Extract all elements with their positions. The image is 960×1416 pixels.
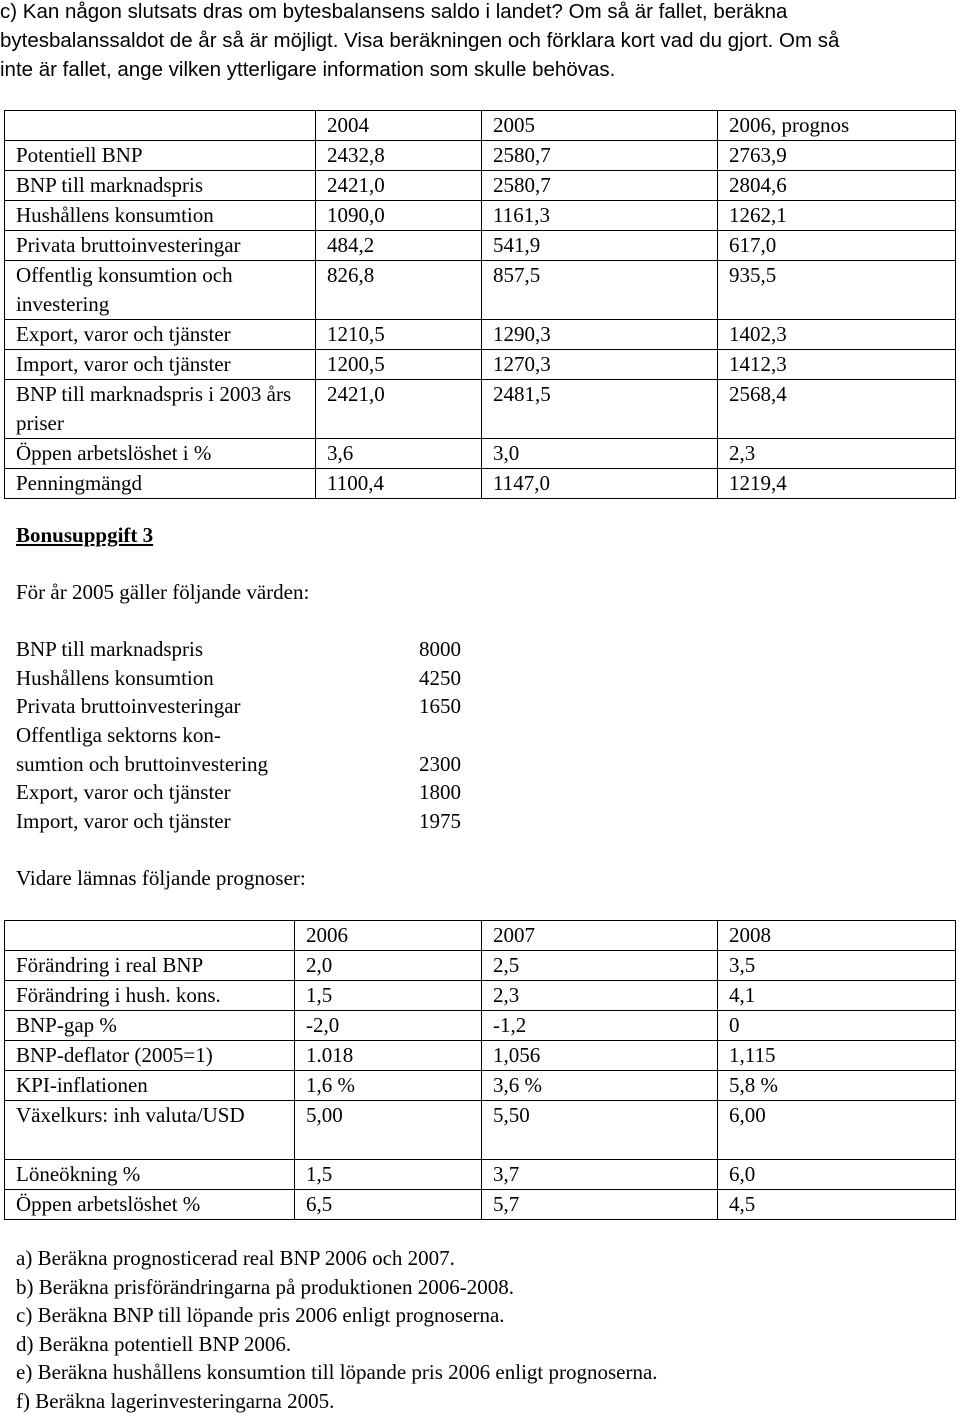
- table-cell: 5,50: [482, 1101, 718, 1160]
- list-item: a) Beräkna prognosticerad real BNP 2006 och 2007.: [16, 1246, 455, 1270]
- table-cell: 2,5: [482, 951, 718, 981]
- table-cell: 1200,5: [316, 350, 482, 380]
- table-cell: 2804,6: [718, 171, 956, 201]
- header-cell: 2008: [718, 921, 956, 951]
- list-item: d) Beräkna potentiell BNP 2006.: [16, 1331, 292, 1356]
- value-number: 4250: [419, 665, 461, 690]
- table-cell: 1402,3: [718, 320, 956, 350]
- table-cell: 1210,5: [316, 320, 482, 350]
- table-row: [5, 1189, 956, 1219]
- table-cell: 1,115: [718, 1041, 956, 1071]
- table-row: [5, 261, 956, 320]
- question-list: [16, 1244, 658, 1416]
- table-cell: 3,6: [316, 439, 482, 469]
- table-cell: 935,5: [718, 261, 956, 320]
- table-cell: 4,5: [718, 1189, 956, 1219]
- list-item: f) Beräkna lagerinvesteringarna 2005.: [16, 1388, 335, 1413]
- list-item: e) Beräkna hushållens konsumtion till löpande pris 2006 enligt prognoserna.: [16, 1360, 658, 1385]
- table-row: [5, 981, 956, 1011]
- table-cell: 3,5: [718, 951, 956, 981]
- table-cell: 2580,7: [482, 171, 718, 201]
- table-cell: 2568,4: [718, 380, 956, 439]
- table-cell: 1,6 %: [295, 1071, 482, 1101]
- table-row: [5, 469, 956, 499]
- table-cell: 6,5: [295, 1189, 482, 1219]
- value-label: BNP till marknadspris: [16, 637, 204, 661]
- table-cell: 1,5: [295, 1159, 482, 1189]
- table-header-row: [5, 111, 956, 141]
- table-cell: 5,8 %: [718, 1071, 956, 1101]
- header-cell: 2005: [482, 111, 718, 141]
- table-cell: 1412,3: [718, 350, 956, 380]
- table-row: [5, 1071, 956, 1101]
- row-label: Öppen arbetslöshet %: [5, 1189, 295, 1219]
- table-row: [5, 1101, 956, 1160]
- table-cell: 3,6 %: [482, 1071, 718, 1101]
- value-number: 1975: [419, 809, 461, 834]
- table-cell: 2580,7: [482, 141, 718, 171]
- table-cell: 2432,8: [316, 141, 482, 171]
- header-cell: [5, 111, 316, 141]
- table-cell: 1090,0: [316, 201, 482, 231]
- table-row: [5, 320, 956, 350]
- table-cell: 2,3: [482, 981, 718, 1011]
- table-cell: 1262,1: [718, 201, 956, 231]
- table-row: [5, 380, 956, 439]
- table-row: [5, 141, 956, 171]
- table-row: [5, 231, 956, 261]
- table-cell: 541,9: [482, 231, 718, 261]
- intro-line: bytesbalanssaldot de år så är möjligt. Visa beräkningen och förklara kort vad du gjort. Om så: [0, 29, 840, 52]
- table-cell: 1,5: [295, 981, 482, 1011]
- row-label: Öppen arbetslöshet i %: [5, 439, 316, 469]
- table-row: [5, 439, 956, 469]
- table-cell: -1,2: [482, 1011, 718, 1041]
- value-label: Import, varor och tjänster: [16, 809, 231, 834]
- row-label: Import, varor och tjänster: [5, 350, 316, 380]
- row-label: Löneökning %: [5, 1159, 295, 1189]
- header-cell: [5, 921, 295, 951]
- table-row: [5, 1159, 956, 1189]
- header-cell: 2006: [295, 921, 482, 951]
- row-label: Hushållens konsumtion: [5, 201, 316, 231]
- header-cell: 2004: [316, 111, 482, 141]
- row-label: Förändring i hush. kons.: [5, 981, 295, 1011]
- table-cell: 1290,3: [482, 320, 718, 350]
- list-item: c) Beräkna BNP till löpande pris 2006 enligt prognoserna.: [16, 1303, 505, 1328]
- value-label: Export, varor och tjänster: [16, 780, 231, 805]
- table-cell: 2763,9: [718, 141, 956, 171]
- row-label: Export, varor och tjänster: [5, 320, 316, 350]
- value-label: Privata bruttoinvesteringar: [16, 694, 241, 719]
- row-label: Potentiell BNP: [5, 141, 316, 171]
- value-number: 8000: [419, 637, 461, 661]
- table-row: [5, 171, 956, 201]
- row-label: BNP till marknadspris: [5, 171, 316, 201]
- table-cell: 1219,4: [718, 469, 956, 499]
- table-cell: 1147,0: [482, 469, 718, 499]
- value-label: Offentliga sektorns kon-: [16, 723, 221, 748]
- table-row: [5, 350, 956, 380]
- row-label: BNP till marknadspris i 2003 års priser: [5, 380, 316, 439]
- intro-question: [0, 0, 950, 84]
- table-cell: 0: [718, 1011, 956, 1041]
- list-item: b) Beräkna prisförändringarna på produktionen 2006-2008.: [16, 1274, 515, 1299]
- row-label: KPI-inflationen: [5, 1071, 295, 1101]
- table-cell: 1,056: [482, 1041, 718, 1071]
- table-cell: 3,0: [482, 439, 718, 469]
- forecast-table: [4, 920, 956, 1220]
- row-label: Penningmängd: [5, 469, 316, 499]
- table-cell: 826,8: [316, 261, 482, 320]
- bonus-intro: För år 2005 gäller följande värden:: [16, 580, 310, 604]
- row-label: Förändring i real BNP: [5, 951, 295, 981]
- row-label: Offentlig konsumtion och investering: [5, 261, 316, 320]
- row-label: Växelkurs: inh valuta/USD: [5, 1101, 295, 1160]
- header-cell: 2006, prognos: [718, 111, 956, 141]
- table-cell: 5,7: [482, 1189, 718, 1219]
- row-label: BNP-deflator (2005=1): [5, 1041, 295, 1071]
- table-cell: 1.018: [295, 1041, 482, 1071]
- value-label: Hushållens konsumtion: [16, 665, 214, 690]
- table-header-row: [5, 921, 956, 951]
- table-cell: 2,3: [718, 439, 956, 469]
- header-cell: 2007: [482, 921, 718, 951]
- table-cell: 1270,3: [482, 350, 718, 380]
- table-cell: 2421,0: [316, 380, 482, 439]
- intro-line: inte är fallet, ange vilken ytterligare information som skulle behövas.: [0, 58, 616, 81]
- table-cell: 5,00: [295, 1101, 482, 1160]
- table-row: [5, 951, 956, 981]
- intro-line: c) Kan någon slutsats dras om bytesbalansens saldo i landet? Om så är fallet, beräkna: [0, 0, 788, 23]
- table-cell: -2,0: [295, 1011, 482, 1041]
- bonus-heading: Bonusuppgift 3: [16, 523, 154, 547]
- table-cell: 2421,0: [316, 171, 482, 201]
- value-label: sumtion och bruttoinvestering: [16, 751, 268, 776]
- table-cell: 484,2: [316, 231, 482, 261]
- table-cell: 4,1: [718, 981, 956, 1011]
- table-cell: 3,7: [482, 1159, 718, 1189]
- table-cell: 6,00: [718, 1101, 956, 1160]
- forecast-intro: Vidare lämnas följande prognoser:: [16, 866, 306, 890]
- table-cell: 2,0: [295, 951, 482, 981]
- table-row: [5, 1011, 956, 1041]
- table-cell: 617,0: [718, 231, 956, 261]
- table-row: [5, 1041, 956, 1071]
- table-cell: 6,0: [718, 1159, 956, 1189]
- value-number: 2300: [419, 751, 461, 776]
- row-label: Privata bruttoinvesteringar: [5, 231, 316, 261]
- table-cell: 857,5: [482, 261, 718, 320]
- table-cell: 2481,5: [482, 380, 718, 439]
- value-number: 1650: [419, 694, 461, 719]
- table-cell: 1161,3: [482, 201, 718, 231]
- table-cell: 1100,4: [316, 469, 482, 499]
- value-number: 1800: [419, 780, 461, 805]
- row-label: BNP-gap %: [5, 1011, 295, 1041]
- table-row: [5, 201, 956, 231]
- macro-data-table: [4, 110, 956, 499]
